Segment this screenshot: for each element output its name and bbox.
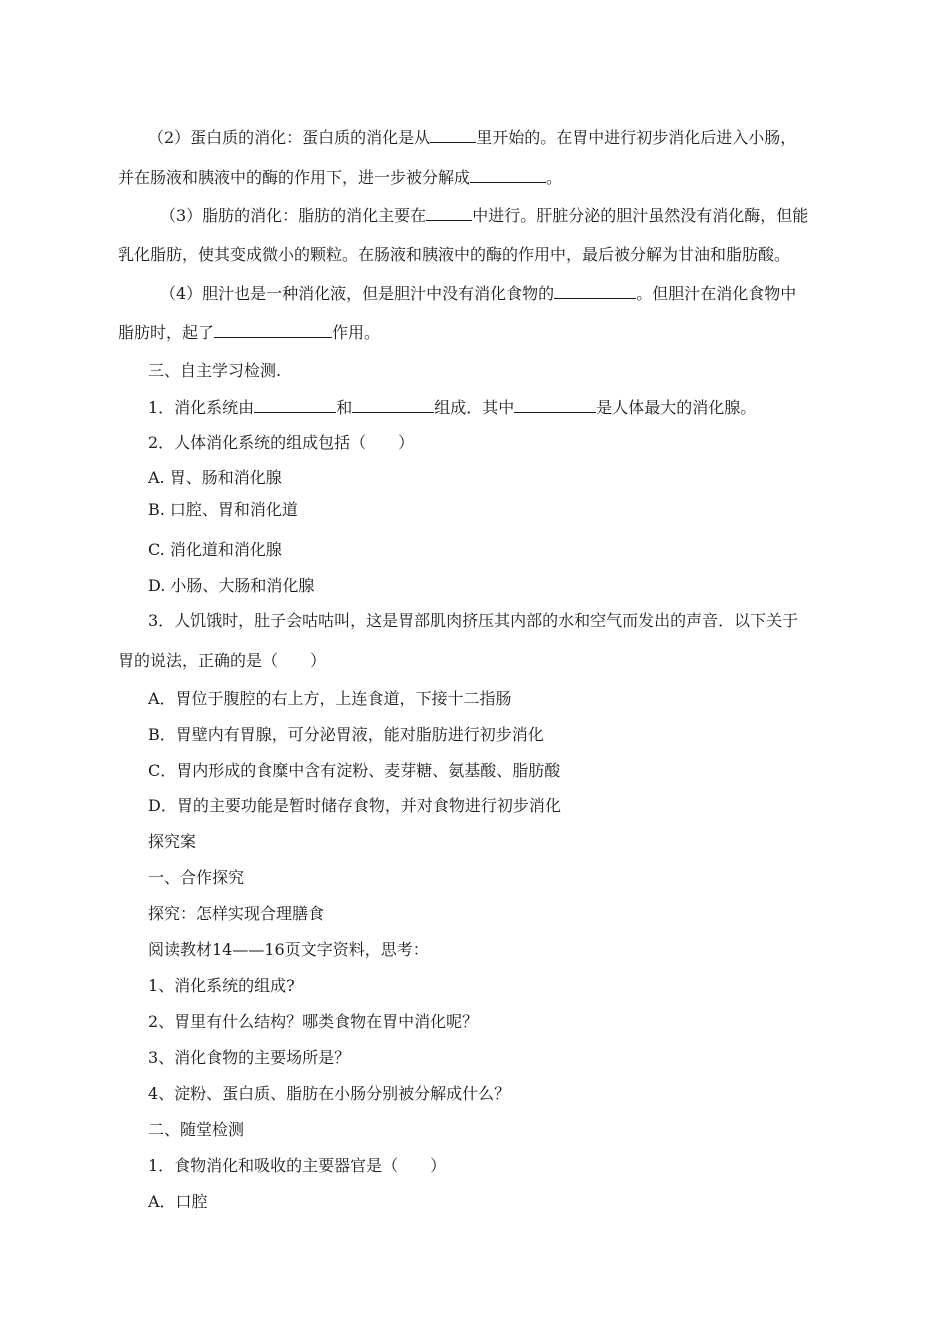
fill-blank[interactable] <box>214 323 332 338</box>
think-question-1 <box>148 976 295 996</box>
fill-blank[interactable] <box>514 398 596 413</box>
section-heading-cooperative <box>148 868 244 888</box>
question-3-stem-2 <box>118 651 326 671</box>
question-2-option-d <box>148 576 314 596</box>
text: 是人体最大的消化腺。 <box>596 398 757 417</box>
paragraph-protein-digestion-2 <box>118 168 562 188</box>
question-2 <box>148 433 414 453</box>
text: B. 口腔、胃和消化道 <box>148 500 298 519</box>
think-question-2 <box>148 1012 478 1032</box>
text: 探究案 <box>148 832 197 851</box>
section-heading-inquiry <box>148 832 196 852</box>
class-check-question-1-option-a <box>148 1192 208 1212</box>
think-question-3 <box>148 1048 350 1068</box>
text: 三、自主学习检测. <box>148 361 282 380</box>
text: C. 消化道和消化腺 <box>148 540 282 559</box>
text: 阅读教材14——16页文字资料，思考： <box>148 940 429 959</box>
question-3-option-a <box>148 689 512 709</box>
question-3-option-c <box>148 761 560 781</box>
text: 3、消化食物的主要场所是？ <box>148 1048 351 1067</box>
paragraph-fat-digestion-2 <box>118 245 790 265</box>
text: A．口腔 <box>148 1192 208 1211</box>
text: 。但胆汁在消化食物中 <box>636 284 797 303</box>
section-heading-class-check <box>148 1120 244 1140</box>
question-2-option-b <box>148 500 298 520</box>
text: 2、胃里有什么结构？哪类食物在胃中消化呢？ <box>148 1012 479 1031</box>
fill-blank[interactable] <box>352 398 434 413</box>
text: 脂肪时，起了 <box>118 323 215 342</box>
text: 一、合作探究 <box>148 868 245 887</box>
text: 。 <box>546 168 563 187</box>
reading-instruction <box>148 940 429 960</box>
text: 胃的说法，正确的是（ ） <box>118 651 327 670</box>
question-2-option-a <box>148 468 282 488</box>
fill-blank[interactable] <box>470 168 546 183</box>
fill-blank[interactable] <box>254 398 336 413</box>
think-question-4 <box>148 1084 510 1104</box>
text: A．胃位于腹腔的右上方，上连食道，下接十二指肠 <box>148 689 512 708</box>
paragraph-bile-1 <box>160 284 796 304</box>
text: D. 小肠、大肠和消化腺 <box>148 576 315 595</box>
text: 2．人体消化系统的组成包括（ ） <box>148 433 415 452</box>
question-3-option-d <box>148 796 561 816</box>
paragraph-protein-digestion-1 <box>148 128 796 148</box>
fill-blank[interactable] <box>554 284 636 299</box>
class-check-question-1 <box>148 1156 446 1176</box>
text: A. 胃、肠和消化腺 <box>148 468 282 487</box>
paragraph-bile-2 <box>118 323 380 343</box>
text: 里开始的。在胃中进行初步消化后进入小肠， <box>476 128 797 147</box>
question-2-option-c <box>148 540 282 560</box>
section-heading-self-check <box>148 361 281 381</box>
text: 并在肠液和胰液中的酶的作用下，进一步被分解成 <box>118 168 471 187</box>
text: B．胃壁内有胃腺，可分泌胃液，能对脂肪进行初步消化 <box>148 725 544 744</box>
fill-blank[interactable] <box>426 206 472 221</box>
fill-blank[interactable] <box>430 128 476 143</box>
question-3-stem-1 <box>148 611 798 631</box>
text: D．胃的主要功能是暂时储存食物，并对食物进行初步消化 <box>148 796 561 815</box>
paragraph-fat-digestion-1 <box>160 206 808 226</box>
text: 和 <box>336 398 353 417</box>
text: 3．人饥饿时，肚子会咕咕叫，这是胃部肌肉挤压其内部的水和空气而发出的声音．以下关于 <box>148 611 799 630</box>
text: 1．食物消化和吸收的主要器官是（ ） <box>148 1156 447 1175</box>
text: 组成．其中 <box>434 398 515 417</box>
text: （3）脂肪的消化：脂肪的消化主要在 <box>160 206 427 225</box>
text: 二、随堂检测 <box>148 1120 245 1139</box>
question-1 <box>148 398 756 418</box>
text: 探究：怎样实现合理膳食 <box>148 904 325 923</box>
text: （2）蛋白质的消化：蛋白质的消化是从 <box>148 128 431 147</box>
text: 4、淀粉、蛋白质、脂肪在小肠分别被分解成什么？ <box>148 1084 511 1103</box>
text: 作用。 <box>332 323 381 342</box>
text: （4）胆汁也是一种消化液，但是胆汁中没有消化食物的 <box>160 284 555 303</box>
inquiry-topic <box>148 904 324 924</box>
text: C．胃内形成的食糜中含有淀粉、麦芽糖、氨基酸、脂肪酸 <box>148 761 561 780</box>
text: 1．消化系统由 <box>148 398 255 417</box>
question-3-option-b <box>148 725 544 745</box>
text: 乳化脂肪，使其变成微小的颗粒。在肠液和胰液中的酶的作用中，最后被分解为甘油和脂肪酸。 <box>118 245 791 264</box>
text: 中进行。肝脏分泌的胆汁虽然没有消化酶，但能 <box>472 206 809 225</box>
text: 1、消化系统的组成? <box>148 976 295 995</box>
